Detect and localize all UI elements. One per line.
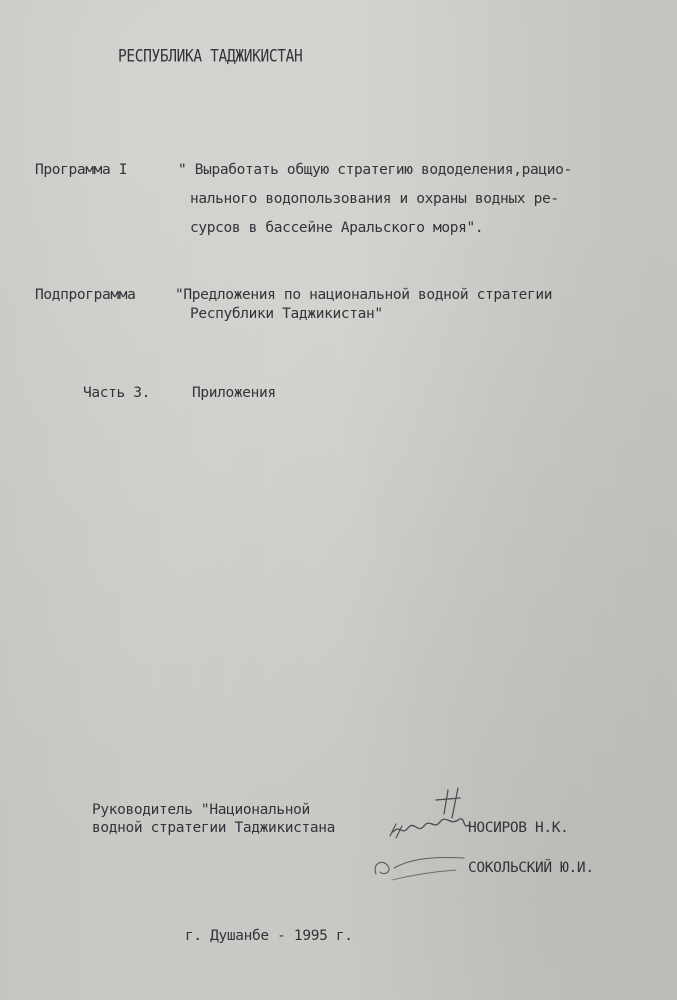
place-and-date: г. Душанбе - 1995 г. <box>185 928 353 944</box>
program-title-line-2: нального водопользования и охраны водных ре- <box>190 191 559 207</box>
subprogram-title-line-2: Республики Таджикистан" <box>190 306 383 322</box>
program-title-line-3: сурсов в бассейне Аральского моря". <box>190 220 484 236</box>
part-label: Часть 3. <box>83 385 151 401</box>
subprogram-title-line-1: "Предложения по национальной водной стратегии <box>175 287 553 303</box>
program-label: Программа I <box>35 162 128 178</box>
handwritten-signature-1 <box>388 784 488 844</box>
program-title-line-1: " Выработать общую стратегию вододеления,рацио- <box>178 162 572 178</box>
part-title: Приложения <box>192 385 276 401</box>
signatory-role-line-2: водной стратегии Таджикистана <box>92 820 336 836</box>
subprogram-label: Подпрограмма <box>35 287 136 303</box>
signatory-name-1: НОСИРОВ Н.К. <box>468 820 569 836</box>
signatory-role-line-1: Руководитель "Национальной <box>92 802 310 818</box>
signatory-name-2: СОКОЛЬСКИЙ Ю.И. <box>468 860 594 876</box>
handwritten-signature-2 <box>368 846 468 888</box>
republic-heading: РЕСПУБЛИКА ТАДЖИКИСТАН <box>118 47 303 67</box>
